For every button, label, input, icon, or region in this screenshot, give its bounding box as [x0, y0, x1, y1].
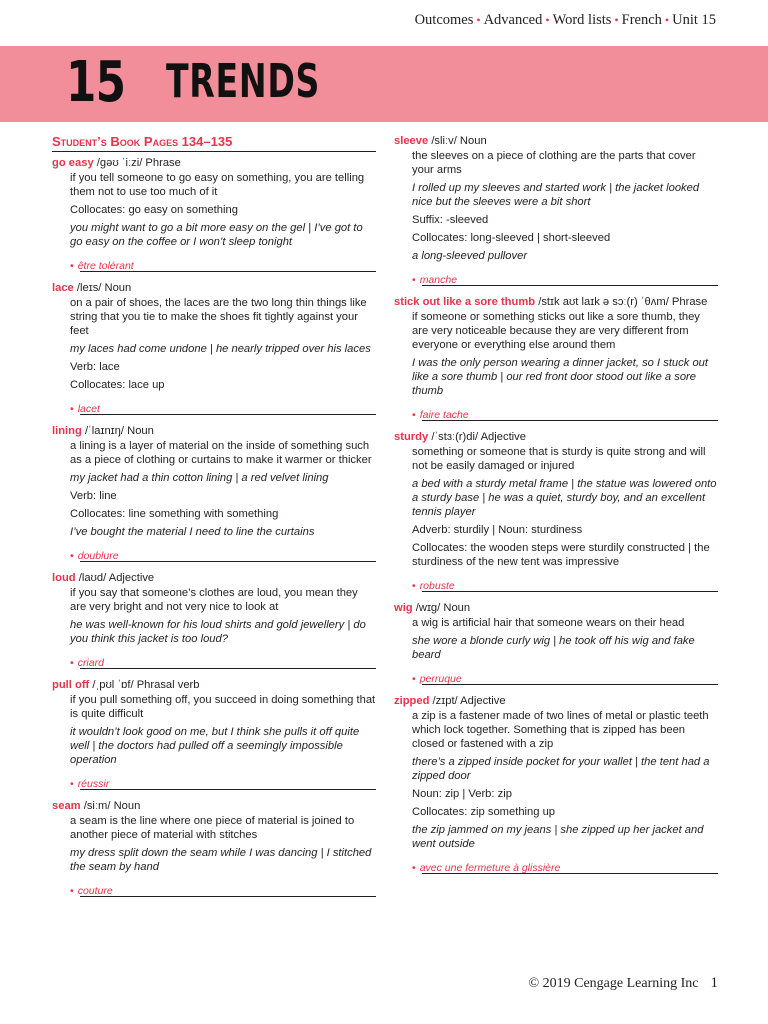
unit-title: TRENDS [166, 54, 321, 108]
pronunciation: /siːm/ [83, 800, 111, 812]
headword-line [52, 156, 376, 170]
example-sentence: I’ve bought the material I need to line the curtains [70, 526, 315, 538]
page-number: 1 [710, 975, 718, 991]
entry-body [394, 709, 718, 851]
headword: go easy [52, 157, 94, 169]
example-sentence: there’s a zipped inside pocket for your wallet | the tent had a zipped door [412, 756, 710, 782]
entry-body [394, 616, 718, 662]
word-info: Adverb: sturdily | Noun: sturdiness [412, 524, 583, 536]
translation-line [394, 408, 718, 422]
crumb-unit: Unit 15 [672, 12, 716, 28]
glossary-entry [394, 134, 718, 287]
pronunciation: /ˈlaɪnɪŋ/ [84, 425, 124, 437]
french-translation: faire tache [419, 409, 469, 421]
headword-line [394, 694, 718, 708]
pronunciation: /ɡəʊ ˈiːzi/ [96, 157, 143, 169]
translation-line [52, 884, 376, 898]
french-translation: réussir [77, 778, 110, 790]
definition: on a pair of shoes, the laces are the two long thin things like string that you tie to make the shoes fit tightly against your feet [70, 297, 367, 337]
headword: sturdy [394, 431, 429, 443]
answer-rule [80, 896, 376, 897]
answer-rule [422, 420, 718, 421]
french-translation: criard [77, 657, 104, 669]
translation-line [52, 402, 376, 416]
translation-line [394, 861, 718, 875]
entry-body [52, 814, 376, 874]
word-info: Collocates: the wooden steps were sturdily constructed | the sturdiness of the new tent was impressive [412, 542, 710, 568]
bullet-icon: • [70, 885, 74, 897]
answer-rule [422, 591, 718, 592]
right-entry-list [394, 134, 718, 875]
answer-rule [80, 789, 376, 790]
crumb-french: French [621, 12, 662, 28]
pronunciation: /ˌpʊl ˈɒf/ [92, 679, 134, 691]
headword: lace [52, 282, 74, 294]
definition: if you tell someone to go easy on something, you are telling them not to use too much of it [70, 172, 365, 198]
headword: stick out like a sore thumb [394, 296, 536, 308]
headword: wig [394, 602, 413, 614]
part-of-speech: Phrase [671, 296, 708, 308]
headword-line [52, 799, 376, 813]
example-sentence: a bed with a sturdy metal frame | the statue was lowered onto a sturdy base | he was a quiet, sturdy boy, and an excellent tennis player [412, 478, 717, 518]
headword: sleeve [394, 135, 429, 147]
answer-rule [422, 285, 718, 286]
pronunciation: /ˈstɜː(r)di/ [431, 431, 479, 443]
bullet-icon: • [412, 409, 416, 421]
bullet-icon: • [70, 260, 74, 272]
glossary-entry [52, 799, 376, 898]
definition: a wig is artificial hair that someone wears on their head [412, 617, 685, 629]
word-info: Verb: line [70, 490, 117, 502]
entry-body [394, 310, 718, 398]
entry-body [52, 439, 376, 539]
glossary-entry [394, 295, 718, 422]
example-sentence: I rolled up my sleeves and started work | the jacket looked nice but the sleeves were a bit short [412, 182, 700, 208]
word-info: Suffix: -sleeved [412, 214, 489, 226]
word-info: Collocates: line something with something [70, 508, 279, 520]
pronunciation: /zɪpt/ [432, 695, 458, 707]
glossary-entry [52, 281, 376, 416]
example-sentence: I was the only person wearing a dinner jacket, so I stuck out like a sore thumb | our red front door stood out like a sore thumb [412, 357, 709, 397]
left-column [52, 134, 376, 906]
answer-rule [80, 668, 376, 669]
definition: if you pull something off, you succeed in doing something that is quite difficult [70, 694, 376, 720]
glossary-entry [394, 601, 718, 686]
word-info: Collocates: lace up [70, 379, 165, 391]
french-translation: doublure [77, 550, 119, 562]
bullet-icon: • [412, 580, 416, 592]
headword-line [52, 424, 376, 438]
headword: loud [52, 572, 76, 584]
part-of-speech: Adjective [480, 431, 526, 443]
headword-line [52, 678, 376, 692]
french-translation: perruque [419, 673, 462, 685]
french-translation: robuste [419, 580, 455, 592]
french-translation: couture [77, 885, 113, 897]
crumb-advanced: Advanced [483, 12, 543, 28]
definition: if you say that someone’s clothes are loud, you mean they are very bright and not very nice to look at [70, 587, 358, 613]
definition: something or someone that is sturdy is quite strong and will not be easily damaged or injured [412, 446, 706, 472]
translation-line [394, 273, 718, 287]
headword: pull off [52, 679, 90, 691]
word-info: Collocates: zip something up [412, 806, 556, 818]
headword: lining [52, 425, 82, 437]
word-info: Noun: zip | Verb: zip [412, 788, 512, 800]
definition: if someone or something sticks out like a sore thumb, they are very noticeable because they are very different from everyone or everything else around them [412, 311, 700, 351]
part-of-speech: Noun [127, 425, 154, 437]
answer-rule [80, 414, 376, 415]
part-of-speech: Noun [459, 135, 487, 147]
headword: zipped [394, 695, 430, 707]
definition: a seam is the line where one piece of material is joined to another piece of material with stitches [70, 815, 355, 841]
bullet-separator: • [614, 13, 619, 27]
french-translation: manche [419, 274, 458, 286]
headword-line [52, 281, 376, 295]
headword-line [394, 601, 718, 615]
glossary-entry [394, 694, 718, 875]
word-info: Collocates: long-sleeved | short-sleeved [412, 232, 611, 244]
part-of-speech: Adjective [108, 572, 155, 584]
translation-line [394, 579, 718, 593]
bullet-icon: • [70, 403, 74, 415]
pronunciation: /leɪs/ [76, 282, 102, 294]
part-of-speech: Phrasal verb [136, 679, 200, 691]
headword-line [394, 295, 718, 309]
word-info: Collocates: go easy on something [70, 204, 238, 216]
entry-body [52, 296, 376, 392]
unit-banner [0, 46, 768, 122]
entry-body [52, 171, 376, 249]
entry-body [52, 693, 376, 767]
headword-line [394, 134, 718, 148]
bullet-icon: • [70, 657, 74, 669]
answer-rule [422, 873, 718, 874]
example-sentence: my dress split down the seam while I was dancing | I stitched the seam by hand [70, 847, 372, 873]
part-of-speech: Noun [104, 282, 132, 294]
bullet-icon: • [70, 550, 74, 562]
glossary-entry [52, 678, 376, 791]
part-of-speech: Noun [113, 800, 141, 812]
example-sentence: it wouldn’t look good on me, but I think she pulls it off quite well | the doctors had pulled off a seemingly impossible operation [70, 726, 360, 766]
answer-rule [422, 684, 718, 685]
right-column [394, 134, 718, 883]
pronunciation: /wɪɡ/ [415, 602, 441, 614]
example-sentence: he was well-known for his loud shirts and gold jewellery | do you think this jacket is too loud? [70, 619, 366, 645]
pronunciation: /sliːv/ [431, 135, 457, 147]
translation-line [52, 777, 376, 791]
pronunciation: /stɪk aʊt laɪk ə sɔː(r) ˈθʌm/ [538, 296, 669, 308]
example-sentence: my jacket had a thin cotton lining | a red velvet lining [70, 472, 329, 484]
part-of-speech: Noun [443, 602, 471, 614]
page-footer [528, 975, 718, 992]
part-of-speech: Adjective [460, 695, 506, 707]
headword-line [52, 571, 376, 585]
headword-line [394, 430, 718, 444]
crumb-word-lists: Word lists [552, 12, 612, 28]
unit-number: 15 [66, 50, 126, 115]
example-sentence: she wore a blonde curly wig | he took off his wig and fake beard [412, 635, 695, 661]
translation-line [394, 672, 718, 686]
answer-rule [80, 561, 376, 562]
crumb-outcomes: Outcomes [414, 12, 474, 28]
bullet-icon: • [412, 673, 416, 685]
example-sentence: the zip jammed on my jeans | she zipped up her jacket and went outside [412, 824, 704, 850]
french-translation: avec une fermeture à glissière [419, 862, 561, 874]
definition: a zip is a fastener made of two lines of metal or plastic teeth which lock together. Something that is zipped has been closed or fastened with a zip [412, 710, 709, 750]
bullet-icon: • [70, 778, 74, 790]
translation-line [52, 259, 376, 273]
bullet-separator: • [476, 13, 481, 27]
section-heading: Student’s Book Pages 134–135 [52, 134, 376, 152]
bullet-separator: • [664, 13, 670, 27]
entry-body [52, 586, 376, 646]
entry-body [394, 149, 718, 263]
example-sentence: you might want to go a bit more easy on the gel | I’ve got to go easy on the coffee or I won’t sleep tonight [70, 222, 363, 248]
entry-body [394, 445, 718, 569]
example-sentence: a long-sleeved pullover [412, 250, 528, 262]
glossary-entry [52, 156, 376, 273]
word-info: Verb: lace [70, 361, 120, 373]
bullet-icon: • [412, 274, 416, 286]
bullet-icon: • [412, 862, 416, 874]
glossary-entry [52, 424, 376, 563]
answer-rule [80, 271, 376, 272]
french-translation: être tolérant [77, 260, 134, 272]
french-translation: lacet [77, 403, 100, 415]
translation-line [52, 549, 376, 563]
left-entry-list [52, 156, 376, 898]
example-sentence: my laces had come undone | he nearly tripped over his laces [70, 343, 371, 355]
part-of-speech: Phrase [145, 157, 181, 169]
breadcrumb [415, 12, 716, 29]
pronunciation: /laʊd/ [78, 572, 107, 584]
bullet-separator: • [545, 13, 550, 27]
headword: seam [52, 800, 81, 812]
copyright-notice: © 2019 Cengage Learning Inc [528, 976, 699, 991]
glossary-entry [52, 571, 376, 670]
definition: the sleeves on a piece of clothing are the parts that cover your arms [412, 150, 696, 176]
definition: a lining is a layer of material on the inside of something such as a piece of clothing or curtains to make it warmer or thicker [70, 440, 372, 466]
translation-line [52, 656, 376, 670]
glossary-entry [394, 430, 718, 593]
